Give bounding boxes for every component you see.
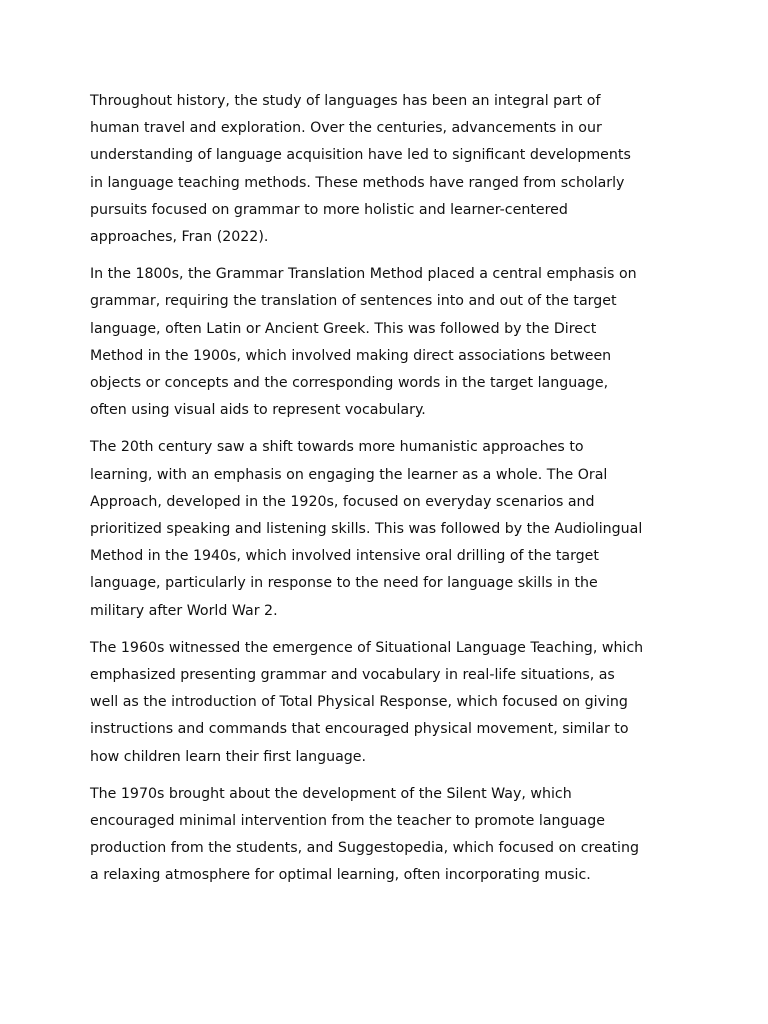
text-line: in language teaching methods. These methods have ranged from scholarly [90, 174, 625, 191]
text-line: encouraged minimal intervention from the teacher to promote language [90, 813, 605, 830]
text-line: The 20th century saw a shift towards more humanistic approaches to [90, 439, 584, 456]
text-line: understanding of language acquisition have led to significant developments [90, 147, 631, 164]
text-line: emphasized presenting grammar and vocabulary in real-life situations, as [90, 667, 615, 684]
paragraph-2 [90, 261, 682, 424]
text-line: instructions and commands that encouraged physical movement, similar to [90, 721, 629, 738]
paragraph-4 [90, 635, 682, 771]
paragraph-5 [90, 781, 682, 890]
text-line: prioritized speaking and listening skills. This was followed by the Audiolingual [90, 521, 643, 538]
text-line: grammar, requiring the translation of sentences into and out of the target [90, 293, 617, 310]
text-line: often using visual aids to represent vocabulary. [90, 402, 426, 419]
text-line: language, particularly in response to the need for language skills in the [90, 575, 598, 592]
text-line: how children learn their first language. [90, 748, 367, 765]
text-line: a relaxing atmosphere for optimal learning, often incorporating music. [90, 867, 591, 884]
text-line: Approach, developed in the 1920s, focused on everyday scenarios and [90, 493, 595, 510]
text-line: Method in the 1940s, which involved intensive oral drilling of the target [90, 548, 599, 565]
text-line: objects or concepts and the corresponding words in the target language, [90, 375, 609, 392]
text-line: production from the students, and Suggestopedia, which focused on creating [90, 840, 639, 857]
paragraph-3 [90, 434, 682, 624]
text-line: human travel and exploration. Over the centuries, advancements in our [90, 120, 602, 137]
text-line: language, often Latin or Ancient Greek. This was followed by the Direct [90, 320, 597, 337]
text-line: In the 1800s, the Grammar Translation Method placed a central emphasis on [90, 266, 637, 283]
text-line: The 1960s witnessed the emergence of Situational Language Teaching, which [90, 639, 644, 656]
text-line: Method in the 1900s, which involved making direct associations between [90, 347, 612, 364]
text-line: The 1970s brought about the development of the Silent Way, which [90, 785, 572, 802]
document-body [90, 88, 682, 900]
text-line: Throughout history, the study of languages has been an integral part of [90, 93, 601, 109]
text-line: military after World War 2. [90, 602, 278, 619]
text-line: learning, with an emphasis on engaging the learner as a whole. The Oral [90, 466, 608, 483]
text-line: approaches, Fran (2022). [90, 229, 269, 246]
text-line: pursuits focused on grammar to more holistic and learner-centered [90, 201, 568, 218]
text-line: well as the introduction of Total Physical Response, which focused on giving [90, 694, 628, 711]
paragraph-1 [90, 88, 682, 251]
